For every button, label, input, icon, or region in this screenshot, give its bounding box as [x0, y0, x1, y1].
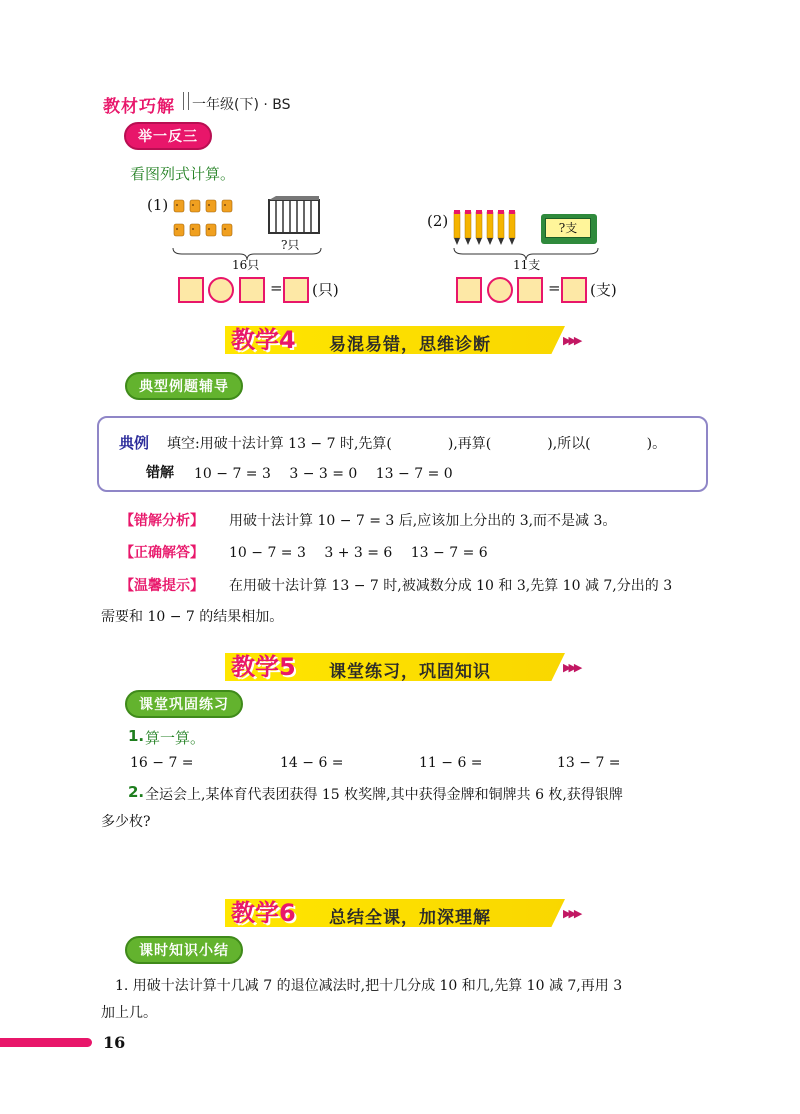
- section-banner-5: [225, 647, 595, 687]
- total-label-2: 11支: [513, 258, 541, 272]
- hidden-pencils-label: ?支: [545, 218, 591, 238]
- summary-line2: 加上几。: [101, 1005, 157, 1021]
- tip-label: 【温馨提示】: [120, 578, 204, 594]
- book-title: 教材巧解: [103, 97, 175, 117]
- answer-box-2b[interactable]: [517, 277, 543, 303]
- answer-box-1a[interactable]: [178, 277, 204, 303]
- question2-text-line2: 多少枚?: [101, 814, 151, 830]
- calc-item: 16 − 7 =: [130, 755, 194, 771]
- analysis-text: 用破十法计算 10 − 7 = 3 后,应该加上分出的 3,而不是减 3。: [229, 513, 617, 529]
- instruction-text: 看图列式计算。: [130, 165, 236, 183]
- header-divider: [183, 92, 189, 110]
- tip-text-line1: 在用破十法计算 13 − 7 时,被减数分成 10 和 3,先算 10 减 7,分出的 3: [229, 578, 673, 594]
- unit-label-1: (只): [312, 281, 339, 299]
- banner-arrows-icon: ▶▶▶: [563, 334, 580, 347]
- section-tag-summary: 课时知识小结: [125, 936, 243, 964]
- page-number: 16: [103, 1033, 126, 1052]
- equals-sign-1: =: [270, 279, 283, 297]
- summary-line1: 1. 用破十法计算十几减 7 的退位减法时,把十几分成 10 和几,先算 10 减 7,再用 3: [115, 978, 623, 994]
- tip-text-line2: 需要和 10 − 7 的结果相加。: [101, 609, 284, 625]
- problem2-label: (2): [427, 212, 449, 230]
- wrong-solution-label: 错解: [146, 465, 174, 481]
- banner-tag: 教学4: [231, 326, 296, 354]
- answer-box-2c[interactable]: [561, 277, 587, 303]
- cage-count-label: ?只: [281, 238, 300, 252]
- calc-item: 13 − 7 =: [557, 755, 621, 771]
- section-tag-practice: 举一反三: [124, 122, 212, 150]
- banner-tag: 教学6: [231, 899, 296, 927]
- hidden-pencils-box: [541, 214, 597, 244]
- calc-item: 11 − 6 =: [419, 755, 483, 771]
- cage-icon: [268, 196, 320, 234]
- calc-item: 14 − 6 =: [280, 755, 344, 771]
- section-tag-classroom: 课堂巩固练习: [125, 690, 243, 718]
- unit-label-2: (支): [590, 281, 617, 299]
- section-banner-6: [225, 893, 595, 933]
- question2-text-line1: 全运会上,某体育代表团获得 15 枚奖牌,其中获得金牌和铜牌共 6 枚,获得银牌: [145, 787, 623, 803]
- equals-sign-2: =: [548, 279, 561, 297]
- banner-title: 总结全课，加深理解: [329, 908, 491, 928]
- question2-number: 2.: [128, 783, 145, 801]
- question1-title: 算一算。: [145, 729, 206, 747]
- banner-title: 易混易错，思维诊断: [329, 335, 491, 355]
- answer-box-1b[interactable]: [239, 277, 265, 303]
- answer-box-1c[interactable]: [283, 277, 309, 303]
- total-label-1: 16只: [232, 258, 260, 272]
- correct-answer-text: 10 − 7 = 3 3 + 3 = 6 13 − 7 = 6: [229, 545, 488, 561]
- correct-answer-label: 【正确解答】: [120, 545, 204, 561]
- question1-number: 1.: [128, 727, 145, 745]
- book-subtitle: 一年级(下) · BS: [192, 97, 291, 113]
- section-banner-4: [225, 320, 595, 360]
- banner-arrows-icon: ▶▶▶: [563, 661, 580, 674]
- section-tag-examples: 典型例题辅导: [125, 372, 243, 400]
- operator-circle-2[interactable]: [487, 277, 513, 303]
- example-question: 填空:用破十法计算 13 − 7 时,先算( ),再算( ),所以( )。: [167, 436, 667, 452]
- banner-arrows-icon: ▶▶▶: [563, 907, 580, 920]
- footer-bar: [0, 1038, 92, 1047]
- banner-tag: 教学5: [231, 653, 296, 681]
- example-label: 典例: [119, 434, 150, 452]
- answer-box-2a[interactable]: [456, 277, 482, 303]
- banner-title: 课堂练习，巩固知识: [329, 662, 491, 682]
- problem1-label: (1): [147, 196, 169, 214]
- analysis-label: 【错解分析】: [120, 513, 204, 529]
- example-frame: [97, 416, 708, 492]
- giraffes-illustration: [172, 196, 236, 246]
- wrong-solution-text: 10 − 7 = 3 3 − 3 = 0 13 − 7 = 0: [194, 466, 453, 482]
- operator-circle-1[interactable]: [208, 277, 234, 303]
- pencils-illustration: [453, 210, 519, 246]
